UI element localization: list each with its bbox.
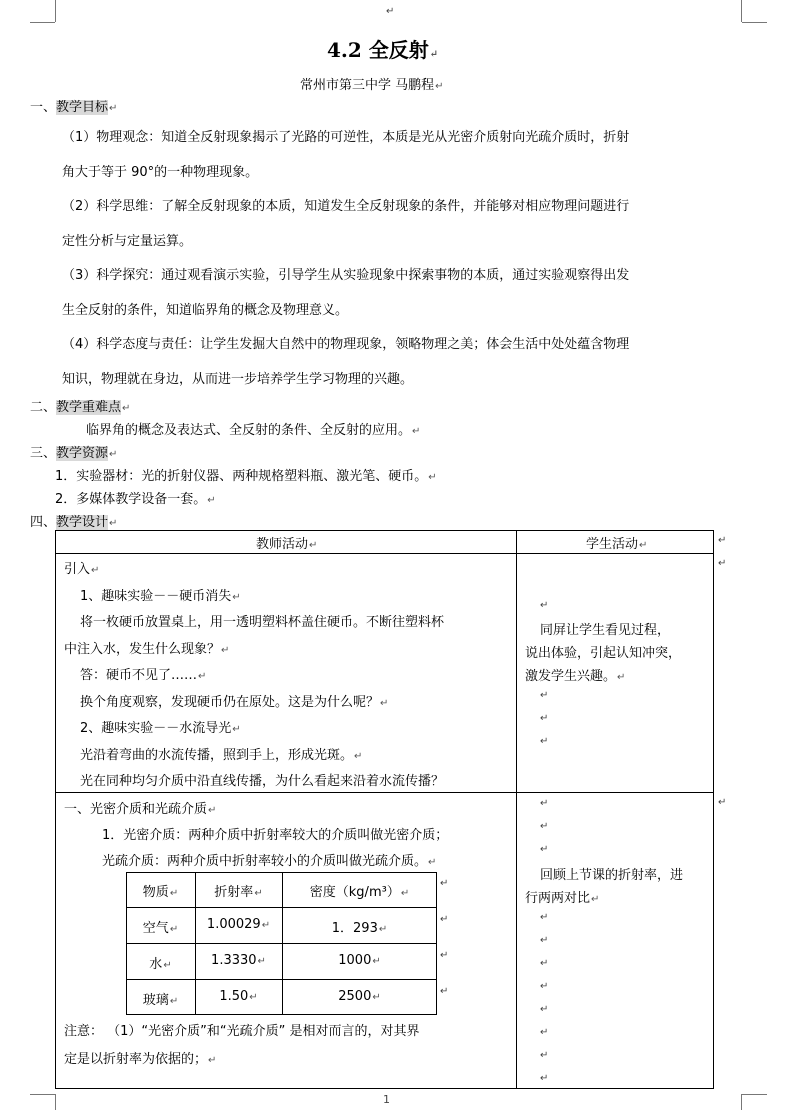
media-cell-text: 1.00029 xyxy=(206,917,261,932)
teacher-line: 1．光密介质：两种介质中折射率较大的介质叫做光密介质； xyxy=(102,828,449,843)
crop-mark xyxy=(741,0,742,22)
section-heading-3 xyxy=(30,442,117,461)
section-heading-4 xyxy=(30,511,117,530)
note-line: 注意： （1）“光密介质”和“光疏介质” 是相对而言的，对其界 xyxy=(64,1024,420,1039)
media-cell xyxy=(195,917,282,932)
section-number: 一、 xyxy=(30,100,57,115)
resource-item xyxy=(55,465,437,484)
paragraph-mark: ↵ xyxy=(440,878,449,889)
media-cell-text: 水 xyxy=(149,957,163,972)
paragraph-mark: ↵ xyxy=(386,6,395,17)
teacher-line xyxy=(80,744,362,763)
media-header-text: 折射率 xyxy=(214,885,254,900)
paragraph-mark: ↵ xyxy=(372,956,381,967)
author-text: 常州市第三中学 马鹏程 xyxy=(300,78,435,93)
paragraph-mark: ↵ xyxy=(400,888,410,899)
media-cell-text: 1.50 xyxy=(219,989,249,1004)
table-row-divider xyxy=(55,553,714,554)
header-student-activity xyxy=(586,533,647,552)
media-cell xyxy=(282,953,437,968)
paragraph-mark: ↵ xyxy=(540,736,549,747)
paragraph-mark: ↵ xyxy=(372,992,381,1003)
paragraph-mark: ↵ xyxy=(249,992,258,1003)
paragraph-mark: ↵ xyxy=(540,844,549,855)
teacher-line xyxy=(80,717,241,736)
media-cell xyxy=(126,953,195,972)
student-text: 激发学生兴趣。 xyxy=(525,669,617,684)
teacher-text: 答：硬币不见了…… xyxy=(80,668,198,683)
media-header-cell xyxy=(282,881,437,900)
paragraph-mark: ↵ xyxy=(540,1004,549,1015)
note-line xyxy=(64,1048,216,1067)
section-title: 教学设计 xyxy=(56,515,109,530)
paragraph-mark: ↵ xyxy=(540,821,549,832)
teacher-text: 引入 xyxy=(64,562,91,577)
key-points-content: 临界角的概念及表达式、全反射的条件、全反射的应用。 xyxy=(86,423,412,438)
media-header-text: 物质 xyxy=(142,885,169,900)
objective-line: （4）科学态度与责任：让学生发掘大自然中的物理现象，领略物理之美；体会生活中处处蕴含物理 xyxy=(62,337,630,352)
objective-line: （3）科学探究：通过观看演示实验，引导学生从实验现象中探索事物的本质，通过实验观察得出发 xyxy=(62,268,630,283)
paragraph-mark: ↵ xyxy=(91,565,100,576)
objective-line: （2）科学思维：了解全反射现象的本质，知道发生全反射现象的条件，并能够对相应物理问题进行 xyxy=(62,199,630,214)
teacher-line xyxy=(80,585,241,604)
note-text: 定是以折射率为依据的； xyxy=(64,1052,208,1067)
resource-item xyxy=(55,488,216,507)
student-line: 说出体验，引起认知冲突， xyxy=(525,646,682,661)
objective-line: 定性分析与定量运算。 xyxy=(62,234,193,249)
teacher-line: 光在同种均匀介质中沿直线传播，为什么看起来沿着水流传播？ xyxy=(80,774,445,789)
paragraph-mark: ↵ xyxy=(169,924,179,935)
teacher-line xyxy=(64,798,216,817)
paragraph-mark: ↵ xyxy=(718,558,727,569)
section-heading-1 xyxy=(30,96,117,115)
crop-mark xyxy=(742,1094,767,1095)
paragraph-mark: ↵ xyxy=(221,645,230,656)
header-text: 学生活动 xyxy=(586,537,639,552)
paragraph-mark: ↵ xyxy=(639,540,648,551)
media-header-cell xyxy=(126,881,195,900)
paragraph-mark: ↵ xyxy=(718,797,727,808)
paragraph-mark: ↵ xyxy=(208,1055,217,1066)
paragraph-mark: ↵ xyxy=(540,981,549,992)
header-teacher-activity xyxy=(256,533,317,552)
media-header-text: 密度（kg/m³） xyxy=(309,885,400,900)
table-column-divider xyxy=(516,530,517,1089)
student-line: 回顾上节课的折射率，进 xyxy=(540,868,684,883)
student-line xyxy=(525,887,599,906)
media-cell-text: 2500 xyxy=(338,989,372,1004)
paragraph-mark: ↵ xyxy=(169,996,179,1007)
student-text: 行两两对比 xyxy=(525,891,591,906)
paragraph-mark: ↵ xyxy=(429,49,439,60)
teacher-text: 一、光密介质和光疏介质 xyxy=(64,802,208,817)
header-text: 教师活动 xyxy=(256,537,309,552)
paragraph-mark: ↵ xyxy=(428,472,437,483)
section-title: 教学目标 xyxy=(56,100,109,115)
paragraph-mark: ↵ xyxy=(163,960,172,971)
crop-mark xyxy=(742,22,767,23)
paragraph-mark: ↵ xyxy=(109,518,118,529)
paragraph-mark: ↵ xyxy=(540,600,549,611)
section-title: 教学资源 xyxy=(56,446,109,461)
section-number: 三、 xyxy=(30,446,57,461)
objective-line: 生全反射的条件，知道临界角的概念及物理意义。 xyxy=(62,303,349,318)
objective-line: （1）物理观念：知道全反射现象揭示了光路的可逆性，本质是光从光密介质射向光疏介质时，折射 xyxy=(62,130,630,145)
media-cell-text: 1．293 xyxy=(331,921,378,936)
teacher-line: 将一枚硬币放置桌上，用一透明塑料杯盖住硬币。不断往塑料杯 xyxy=(80,615,445,630)
paragraph-mark: ↵ xyxy=(540,713,549,724)
teacher-line xyxy=(64,638,229,657)
media-cell xyxy=(195,989,282,1004)
paragraph-mark: ↵ xyxy=(109,103,118,114)
paragraph-mark: ↵ xyxy=(208,805,217,816)
paragraph-mark: ↵ xyxy=(540,798,549,809)
teacher-line xyxy=(80,664,206,683)
crop-mark xyxy=(741,1094,742,1110)
paragraph-mark: ↵ xyxy=(440,914,449,925)
paragraph-mark: ↵ xyxy=(261,920,271,931)
paragraph-mark: ↵ xyxy=(354,751,363,762)
media-cell xyxy=(195,953,282,968)
paragraph-mark: ↵ xyxy=(309,540,318,551)
paragraph-mark: ↵ xyxy=(428,857,437,868)
paragraph-mark: ↵ xyxy=(591,894,600,905)
paragraph-mark: ↵ xyxy=(109,449,118,460)
paragraph-mark: ↵ xyxy=(378,924,388,935)
paragraph-mark: ↵ xyxy=(540,1073,549,1084)
paragraph-mark: ↵ xyxy=(380,698,389,709)
media-cell-text: 空气 xyxy=(142,921,169,936)
resource-text: 1．实验器材：光的折射仪器、两种规格塑料瓶、激光笔、硬币。 xyxy=(55,469,428,484)
key-points-text xyxy=(86,419,420,438)
author-line xyxy=(300,74,444,93)
crop-mark xyxy=(30,1094,55,1095)
paragraph-mark: ↵ xyxy=(232,724,241,735)
crop-mark xyxy=(30,22,55,23)
paragraph-mark: ↵ xyxy=(617,672,626,683)
crop-mark xyxy=(55,0,56,22)
media-cell-text: 1.3330 xyxy=(211,953,257,968)
paragraph-mark: ↵ xyxy=(540,690,549,701)
section-number: 四、 xyxy=(30,515,57,530)
paragraph-mark: ↵ xyxy=(122,403,131,414)
teacher-line xyxy=(80,691,388,710)
teacher-line xyxy=(64,558,99,577)
media-cell-text: 玻璃 xyxy=(142,993,169,1008)
title-text: 4.2 全反射 xyxy=(327,38,429,62)
paragraph-mark: ↵ xyxy=(540,1027,549,1038)
paragraph-mark: ↵ xyxy=(207,495,216,506)
section-heading-2 xyxy=(30,396,130,415)
teacher-text: 光沿着弯曲的水流传播，照到手上，形成光斑。 xyxy=(80,748,354,763)
objective-line: 角大于等于 90°的一种物理现象。 xyxy=(62,165,259,180)
paragraph-mark: ↵ xyxy=(435,81,444,92)
paragraph-mark: ↵ xyxy=(540,912,549,923)
paragraph-mark: ↵ xyxy=(232,592,241,603)
student-line xyxy=(525,665,625,684)
paragraph-mark: ↵ xyxy=(169,888,179,899)
teacher-text: 2、趣味实验－－水流导光 xyxy=(80,721,232,736)
page-number: 1 xyxy=(383,1093,390,1106)
paragraph-mark: ↵ xyxy=(440,986,449,997)
media-cell xyxy=(282,917,437,936)
paragraph-mark: ↵ xyxy=(412,426,421,437)
media-cell xyxy=(126,989,195,1008)
paragraph-mark: ↵ xyxy=(540,935,549,946)
section-title: 教学重难点 xyxy=(56,400,122,415)
page-title xyxy=(327,34,438,63)
paragraph-mark: ↵ xyxy=(718,535,727,546)
paragraph-mark: ↵ xyxy=(540,1050,549,1061)
media-cell xyxy=(282,989,437,1004)
teacher-text: 中注入水，发生什么现象？ xyxy=(64,642,221,657)
section-number: 二、 xyxy=(30,400,57,415)
teacher-line xyxy=(102,850,436,869)
paragraph-mark: ↵ xyxy=(540,958,549,969)
media-header-cell xyxy=(195,881,282,900)
paragraph-mark: ↵ xyxy=(254,888,263,899)
resource-text: 2．多媒体教学设备一套。 xyxy=(55,492,207,507)
media-cell-text: 1000 xyxy=(338,953,372,968)
media-cell xyxy=(126,917,195,936)
teacher-text: 光疏介质：两种介质中折射率较小的介质叫做光疏介质。 xyxy=(102,854,428,869)
teacher-text: 1、趣味实验－－硬币消失 xyxy=(80,589,232,604)
paragraph-mark: ↵ xyxy=(257,956,266,967)
table-row-divider xyxy=(55,792,714,793)
teacher-text: 换个角度观察，发现硬币仍在原处。这是为什么呢？ xyxy=(80,695,380,710)
objective-line: 知识，物理就在身边，从而进一步培养学生学习物理的兴趣。 xyxy=(62,372,414,387)
crop-mark xyxy=(55,1094,56,1110)
paragraph-mark: ↵ xyxy=(198,671,207,682)
paragraph-mark: ↵ xyxy=(440,950,449,961)
student-line: 同屏让学生看见过程， xyxy=(540,623,671,638)
